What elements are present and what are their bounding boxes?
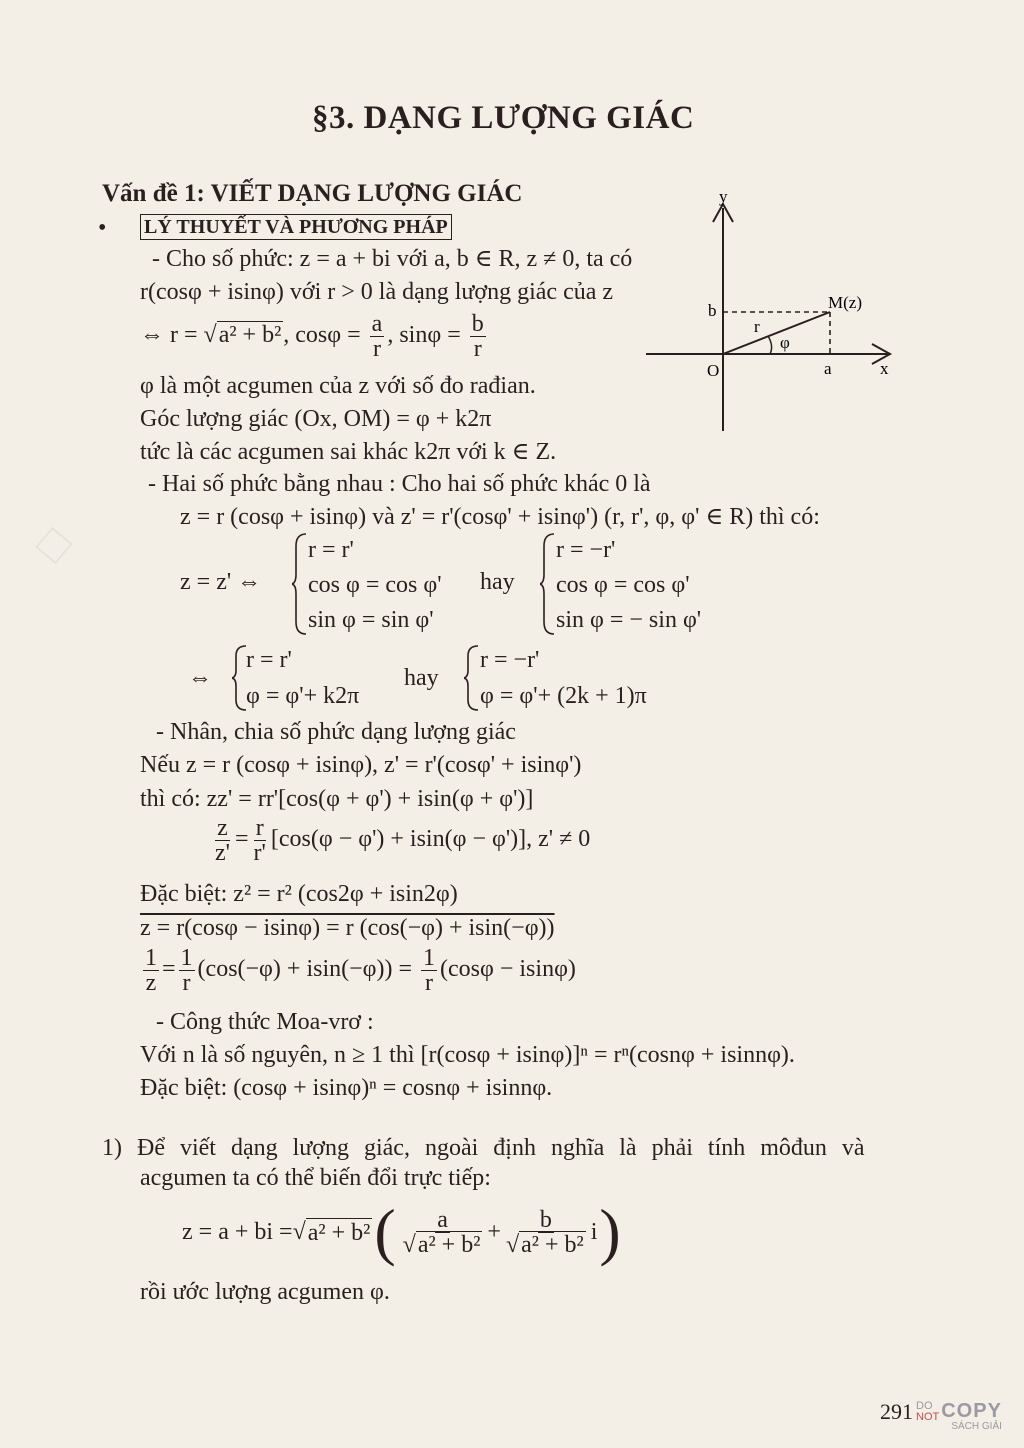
boxed-heading: LÝ THUYẾT VÀ PHƯƠNG PHÁP <box>140 214 452 240</box>
line-2: r(cosφ + isinφ) với r > 0 là dạng lượng giác của z <box>140 279 614 305</box>
system3-row1: r = r' <box>246 647 292 673</box>
system2-row3: sin φ = − sin φ' <box>556 607 702 633</box>
page-title: §3. DẠNG LƯỢNG GIÁC <box>312 100 695 136</box>
system1-row1: r = r' <box>308 537 354 563</box>
note-1a: 1) Để viết dạng lượng giác, ngoài định nghĩa là phải tính môđun và <box>102 1135 865 1161</box>
axis-y-label: y <box>719 187 728 206</box>
system1-row3: sin φ = sin φ' <box>308 607 434 633</box>
copy-badge: DO NOT COPY SÁCH GIẢI <box>916 1399 1002 1432</box>
modulus-formula: ⇔ r = √a² + b², cosφ = $\frac{a}{r}$ , sinφ = $\frac{b}{r}$ <box>140 311 484 362</box>
bullet: • <box>98 215 107 241</box>
system2-row2: cos φ = cos φ' <box>556 572 690 598</box>
line-10: Nếu z = r (cosφ + isinφ), z' = r'(cosφ' + isinφ') <box>140 752 582 778</box>
b-label: b <box>708 301 717 320</box>
r-label: r <box>754 317 760 336</box>
hay-2: hay <box>404 665 439 691</box>
quotient-formula: $\frac{z}{z'}$ = $\frac{r}{r'}$ [cos(φ − φ') + isin(φ − φ')], z' ≠ 0 <box>215 815 591 866</box>
line-1: - Cho số phức: z = a + bi với a, b ∈ R, z ≠ 0, ta có <box>152 246 633 272</box>
line-11: thì có: zz' = rr'[cos(φ + φ') + isin(φ + φ')] <box>140 786 534 812</box>
brace-1 <box>292 532 308 636</box>
complex-plane-diagram <box>640 186 900 436</box>
system2-row1: r = −r' <box>556 537 616 563</box>
system4-row2: φ = φ'+ (2k + 1)π <box>480 683 647 709</box>
brace-2 <box>540 532 556 636</box>
line-6: tức là các acgumen sai khác k2π với k ∈ Z. <box>140 439 557 465</box>
equiv-symbol: ⇔ <box>188 665 212 691</box>
axis-x-label: x <box>880 359 889 378</box>
line-18: Đặc biệt: (cosφ + isinφ)ⁿ = cosnφ + isinnφ. <box>140 1075 553 1101</box>
origin-label: O <box>707 361 720 380</box>
note-1b: acgumen ta có thể biến đổi trực tiếp: <box>140 1165 491 1191</box>
system-lhs: z = z' ⇔ <box>180 569 262 595</box>
note-2: rồi ước lượng acgumen φ. <box>140 1279 390 1305</box>
system4-row1: r = −r' <box>480 647 540 673</box>
page-number: 291 <box>880 1399 913 1424</box>
hay-1: hay <box>480 569 515 595</box>
line-16: - Công thức Moa-vrơ : <box>156 1009 374 1035</box>
a-label: a <box>824 359 832 378</box>
line-17: Với n là số nguyên, n ≥ 1 thì [r(cosφ + isinφ)]ⁿ = rⁿ(cosnφ + isinnφ). <box>140 1042 795 1068</box>
line-5: Góc lượng giác (Ox, OM) = φ + k2π <box>140 406 492 432</box>
line-7: - Hai số phức bằng nhau : Cho hai số phức khác 0 là <box>148 471 651 497</box>
line-4: φ là một acgumen của z với số đo rađian. <box>140 373 536 399</box>
system1-row2: cos φ = cos φ' <box>308 572 442 598</box>
document-page: □ §3. DẠNG LƯỢNG GIÁC Vấn đề 1: VIẾT DẠNG LƯỢNG GIÁC • LÝ THUYẾT VÀ PHƯƠNG PHÁP - Cho số phức: z = a + bi với a, b ∈ R, z ≠ 0, ta có r(cosφ + isinφ) với r > 0 là dạng lượng giác của z ⇔ r = √a² + b², cosφ = $\frac{a}{r}$ , sinφ = $\frac{b}{r}$ φ là một acgumen của z với số đo rađian. Góc lượng giác (Ox, OM) = φ + k2π tức là các acgumen sai khác k2π với k ∈ Z. - Hai số phức bằng nhau : Cho hai số phức khác 0 là z = r (cosφ + isinφ) và z' = r'(cosφ' + isinφ') (r, r', φ, φ' ∈ R) thì có: y x O a b r φ M(z) z = z' ⇔ r = r' cos φ = cos φ' sin φ = sin φ' hay r = −r' cos φ = cos φ' sin φ = − sin φ' ⇔ r = r' φ = φ'+ k2π hay r = −r' φ = φ'+ (2k + 1)π - Nhân, chia số phức dạng lượng giác Nếu z = r (cosφ + isinφ), z' = r'(cosφ' + isinφ') thì có: zz' = rr'[cos(φ + φ') + isin(φ + φ')] $\frac{z}{z'}$ = $\frac{r}{r'}$ [cos(φ − φ') + isin(φ − φ')], z' ≠ 0 Đặc biệt: z² = r² (cos2φ + isin2φ) z = r(cosφ − isinφ) = r (cos(−φ) + isin(−φ)) $\frac{1}{z}$ = $\frac{1}{r}$ (cos(−φ) + isin(−φ)) = $\frac{1}{r}$ (cosφ − isinφ) - Công thức Moa-vrơ : Với n là số nguyên, n ≥ 1 thì [r(cosφ + isinφ)]ⁿ = rⁿ(cosnφ + isinnφ). Đặc biệt: (cosφ + isinφ)ⁿ = cosnφ + isinnφ. 1) Để viết dạng lượng giác, ngoài định nghĩa là phải tính môđun và acgumen ta có thể biến đổi trực tiếp: z = a + bi = √ a² + b² ( $\frac{a}{\text{√a² + b²}}$ + $\frac{b}{\text{√a² + b²}}$ i ) rồi ước lượng acgumen φ. 291 DO NOT COPY SÁCH GIẢI <box>25 100 1002 1432</box>
line-13: Đặc biệt: z² = r² (cos2φ + isin2φ) <box>140 881 458 907</box>
system3-row2: φ = φ'+ k2π <box>246 683 360 709</box>
line-8: z = r (cosφ + isinφ) và z' = r'(cosφ' + isinφ') (r, r', φ, φ' ∈ R) thì có: <box>180 504 820 530</box>
line-9: - Nhân, chia số phức dạng lượng giác <box>156 719 516 745</box>
inverse-formula: $\frac{1}{z}$ = $\frac{1}{r}$ (cos(−φ) + isin(−φ)) = $\frac{1}{r}$ (cosφ − isinφ) <box>145 945 576 996</box>
section-heading: Vấn đề 1: VIẾT DẠNG LƯỢNG GIÁC <box>102 180 523 207</box>
phi-label: φ <box>780 333 790 352</box>
brace-4 <box>464 644 480 712</box>
direct-formula: z = a + bi = √ a² + b² ( $\frac{a}{\text{√a² + b²}}$ + $\frac{b}{\text{√a² + b²}}$ i ) <box>182 1196 621 1267</box>
point-m-label: M(z) <box>828 293 862 312</box>
line-14: z = r(cosφ − isinφ) = r (cos(−φ) + isin(−φ)) <box>140 915 555 941</box>
